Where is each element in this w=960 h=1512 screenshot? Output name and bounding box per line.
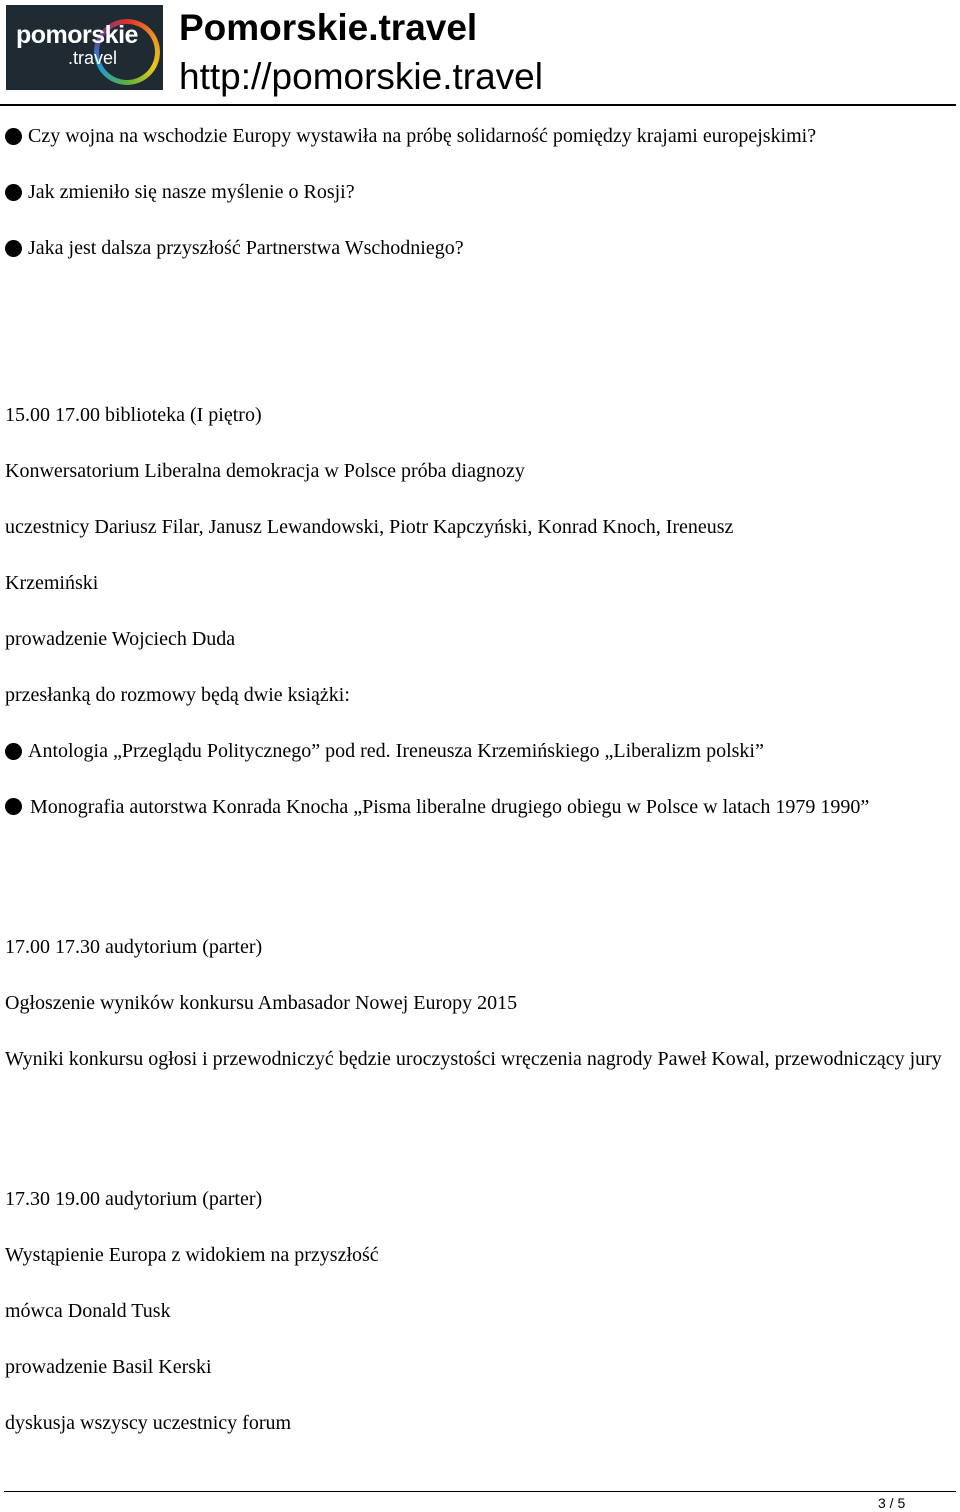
session1-title: Konwersatorium Liberalna demokracja w Polsce próba diagnozy bbox=[5, 460, 525, 482]
session2-time: 17.00 17.30 audytorium (parter) bbox=[5, 936, 263, 958]
question-text: Jak zmieniło się nasze myślenie o Rosji? bbox=[28, 181, 355, 203]
page-number: 3 / 5 bbox=[878, 1495, 906, 1511]
session1-host: prowadzenie Wojciech Duda bbox=[5, 628, 236, 650]
bullet-icon bbox=[5, 743, 22, 760]
bullet-icon bbox=[5, 240, 22, 257]
site-title: Pomorskie.travel bbox=[179, 7, 478, 48]
logo-main-text: pomorskie bbox=[16, 21, 138, 49]
session3-host: prowadzenie Basil Kerski bbox=[5, 1356, 212, 1378]
question-item bbox=[5, 234, 464, 262]
session1-intro: przesłanką do rozmowy będą dwie książki: bbox=[5, 684, 350, 706]
session2-description: Wyniki konkursu ogłosi i przewodniczyć będzie uroczystości wręczenia nagrody Paweł Kowal, przewodniczący jury bbox=[5, 1048, 942, 1070]
question-text: Jaka jest dalsza przyszłość Partnerstwa Wschodniego? bbox=[28, 237, 464, 259]
bullet-icon bbox=[5, 184, 22, 201]
bullet-icon bbox=[5, 128, 22, 145]
pomorskie-travel-logo bbox=[6, 5, 163, 90]
session3-time: 17.30 19.00 audytorium (parter) bbox=[5, 1188, 263, 1210]
footer-divider bbox=[4, 1491, 956, 1492]
session1-participants: uczestnicy Dariusz Filar, Janusz Lewandowski, Piotr Kapczyński, Konrad Knoch, Ireneusz bbox=[5, 516, 734, 538]
question-item bbox=[5, 178, 355, 206]
page-header bbox=[0, 0, 960, 106]
bullet-icon bbox=[5, 798, 22, 815]
session3-discussion: dyskusja wszyscy uczestnicy forum bbox=[5, 1412, 292, 1434]
header-divider bbox=[0, 104, 956, 106]
question-item bbox=[5, 122, 816, 150]
book-item bbox=[5, 793, 944, 821]
session3-title: Wystąpienie Europa z widokiem na przyszłość bbox=[5, 1244, 379, 1266]
session1-time: 15.00 17.00 biblioteka (I piętro) bbox=[5, 404, 262, 426]
question-text: Czy wojna na wschodzie Europy wystawiła na próbę solidarność pomiędzy krajami europejskimi? bbox=[28, 125, 817, 147]
session2-title: Ogłoszenie wyników konkursu Ambasador Nowej Europy 2015 bbox=[5, 992, 518, 1014]
site-url: http://pomorskie.travel bbox=[179, 56, 543, 97]
book-text: Antologia „Przeglądu Politycznego” pod red. Ireneusza Krzemińskiego „Liberalizm polski” bbox=[28, 740, 764, 762]
logo-sub-text: .travel bbox=[68, 48, 118, 68]
book-item bbox=[5, 737, 764, 765]
session1-participants-cont: Krzemiński bbox=[5, 572, 99, 594]
book-text: Monografia autorstwa Konrada Knocha „Pisma liberalne drugiego obiegu w Polsce w latach 1979 1990” bbox=[30, 796, 870, 818]
session3-speaker: mówca Donald Tusk bbox=[5, 1300, 171, 1322]
